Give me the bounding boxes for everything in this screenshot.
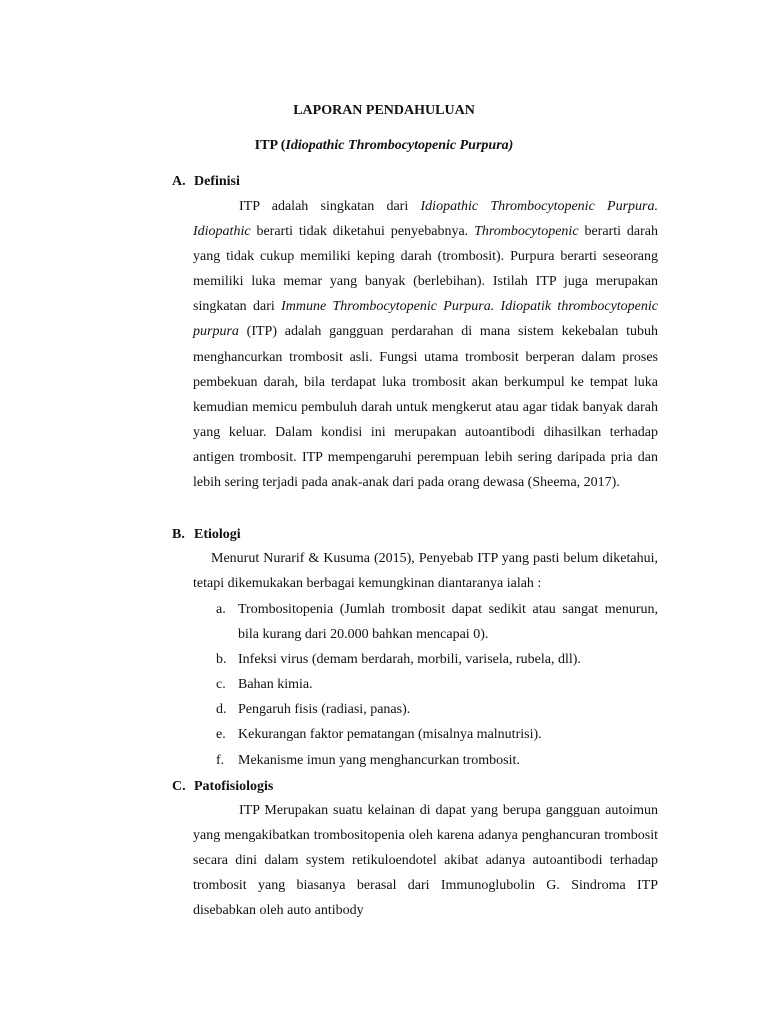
definisi-italic-1: Idiopathic Thrombocytopenic Purpura. Idiopathic	[193, 199, 659, 240]
section-c-title: Patofisiologis	[194, 779, 274, 794]
section-c-paragraph: ITP Merupakan suatu kelainan di dapat yang berupa gangguan autoimun yang mengakibatkan trombositopenia oleh karena adanya penghancuran trombosit secara dini dalam system retikuloendotel akibat adanya autoantibodi terhadap trombosit yang biasanya berasal dari Immunoglubolin G. Sindroma ITP disebabkan oleh auto antibody	[193, 803, 658, 919]
list-item-text: Kekurangan faktor pematangan (misalnya malnutrisi).	[238, 727, 542, 743]
definisi-text-2: berarti tidak diketahui penyebabnya.	[250, 224, 475, 240]
list-marker: c.	[216, 677, 226, 693]
document-subtitle	[0, 138, 768, 154]
list-item-text: Trombositopenia (Jumlah trombosit dapat sedikit atau sangat menurun, bila kurang dari 20.000 bahkan mencapai 0).	[238, 602, 658, 643]
section-a-label: A.	[172, 174, 186, 189]
document-title: LAPORAN PENDAHULUAN	[293, 103, 475, 118]
list-marker: b.	[216, 652, 227, 668]
list-item	[193, 647, 658, 672]
list-item	[193, 597, 658, 647]
list-item-text: Infeksi virus (demam berdarah, morbili, varisela, rubela, dll).	[238, 652, 581, 668]
section-c-heading	[172, 779, 273, 795]
definisi-text-1: ITP adalah singkatan dari	[239, 199, 421, 214]
section-a-heading	[172, 174, 240, 190]
subtitle-italic: Idiopathic Thrombocytopenic Purpura)	[285, 138, 514, 153]
list-item	[193, 697, 658, 722]
definisi-italic-3: Immune Thrombocytopenic Purpura. Idiopatik thrombocytopenic purpura	[193, 299, 658, 340]
list-marker: f.	[216, 752, 225, 768]
definisi-italic-2: Thrombocytopenic	[474, 224, 579, 240]
list-marker: a.	[216, 602, 226, 617]
list-item-text: Bahan kimia.	[238, 677, 313, 693]
list-item-text: Pengaruh fisis (radiasi, panas).	[238, 702, 411, 718]
definisi-text-4: (ITP) adalah gangguan perdarahan di mana sistem kekebalan tubuh menghancurkan trombosit asli. Fungsi utama trombosit berperan dalam proses pembekuan darah, bila terdapat luka trombosit akan berkumpul ke tempat luka kemudian memicu pembuluh darah untuk mengkerut atau agar tidak banyak darah yang keluar. Dalam kondisi ini merupakan autoantibodi dihasilkan terhadap antigen trombosit. ITP mempengaruhi perempuan lebih sering daripada pria dan lebih sering terjadi pada anak-anak dari pada orang dewasa (Sheema, 2017).	[193, 324, 658, 491]
section-c-label: C.	[172, 779, 186, 794]
section-b-label: B.	[172, 527, 185, 542]
list-item	[193, 748, 658, 773]
section-a-title: Definisi	[194, 174, 240, 189]
section-b-title: Etiologi	[194, 527, 241, 542]
list-item	[193, 672, 658, 697]
definisi-text-3: berarti darah yang tidak cukup memiliki keping darah (trombosit). Purpura berarti seseorang memiliki luka memar yang banyak (berlebihan). Istilah ITP juga merupakan singkatan dari	[193, 224, 658, 315]
subtitle-prefix: ITP (	[254, 138, 286, 153]
section-a-paragraph	[193, 194, 658, 495]
list-item	[193, 722, 658, 747]
list-marker: e.	[216, 727, 226, 743]
etiologi-list	[193, 597, 658, 773]
section-b-intro: Menurut Nurarif & Kusuma (2015), Penyebab ITP yang pasti belum diketahui, tetapi dikemukakan berbagai kemungkinan diantaranya ialah :	[193, 551, 658, 592]
section-b-heading	[172, 527, 241, 543]
list-marker: d.	[216, 702, 227, 718]
list-item-text: Mekanisme imun yang menghancurkan trombosit.	[238, 752, 520, 768]
